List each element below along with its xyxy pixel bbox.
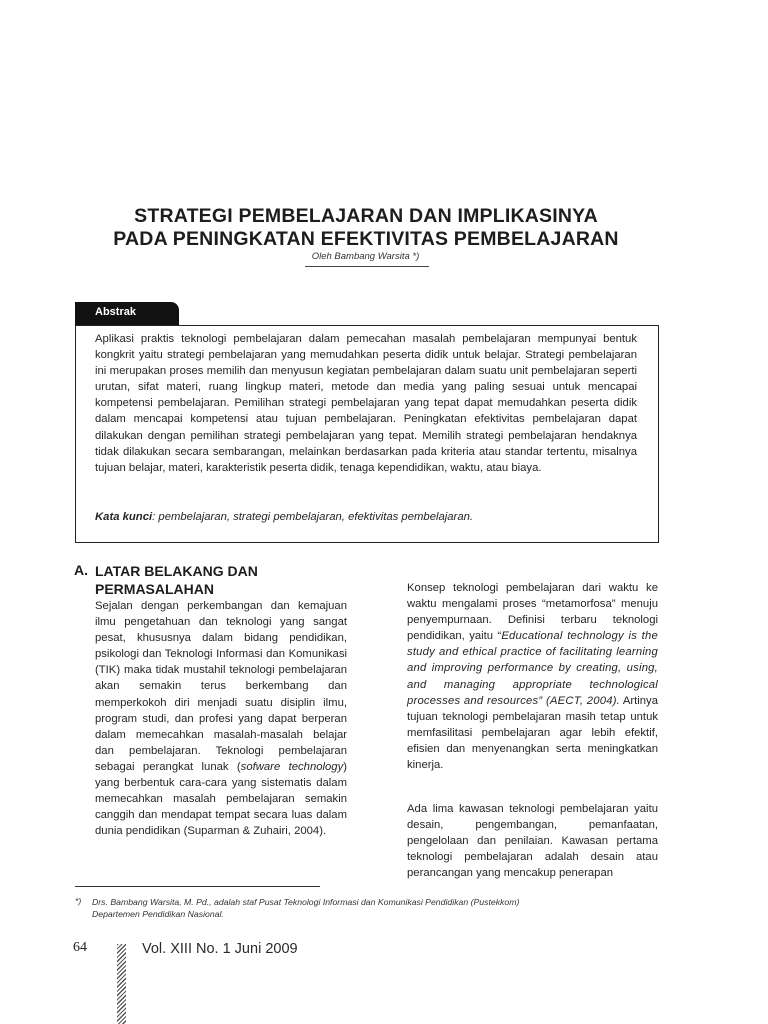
- footnote-line-2: Departemen Pendidikan Nasional.: [92, 909, 224, 919]
- page-number: 64: [73, 940, 87, 955]
- keywords-label: Kata kunci: [95, 511, 153, 523]
- abstract-text: Aplikasi praktis teknologi pembelajaran dalam pemecahan masalah pembelajaran mempunyai bentuk kongkrit yaitu strategi pembelajaran yang memudahkan peserta didik untuk belajar. Strategi pembelajaran ini merupakan proses memilih dan menyusun kegiatan pembelajaran dalam suatu unit pembelajaran seperti urutan, sifat materi, ruang lingkup materi, metode dan media yang paling sesuai untuk mencapai kompetensi pembelajaran. Pemilihan strategi pembelajaran yang tepat dapat memudahkan peserta didik dalam mencapai kompetensi atau tujuan pembelajaran. Peningkatan efektivitas pembelajaran dapat dilakukan dengan pemilihan strategi pembelajaran yang tepat. Memilih strategi pembelajaran hendaknya tidak dilakukan secara sembarangan, melainkan berdasarkan pada kriteria atau standar tertentu, misalnya tujuan belajar, materi, karakteristik peserta didik, tenaga kependidikan, waktu, atau biaya.: [95, 333, 637, 474]
- right-column-paragraph-2: Ada lima kawasan teknologi pembelajaran yaitu desain, pengembangan, pemanfaatan, pengelolaan dan penilaian. Kawasan pertama teknologi pembelajaran adalah desain atau perancangan yang mencakup penerapan: [407, 803, 658, 880]
- journal-volume: Vol. XIII No. 1 Juni 2009: [142, 941, 298, 957]
- left-paragraph-text-2: ) yang berbentuk cara-cara yang sistematis dalam memecahkan masalah pembelajaran semakin canggih dan mendapat tempat secara luas dalam dunia pendidikan (Suparman & Zuhairi, 2004).: [95, 760, 347, 838]
- keywords-text: : pembelajaran, strategi pembelajaran, efektivitas pembelajaran.: [152, 511, 474, 523]
- left-paragraph-text-1: Sejalan dengan perkembangan dan kemajuan ilmu pengetahuan dan teknologi yang sangat pesat, khususnya dalam bidang pendidikan, psikologi dan Teknologi Informasi dan Komunikasi (TIK) maka tidak mustahil teknologi pembelajaran akan semakin terus berkembang dan memperkokoh diri menjadi suatu disiplin ilmu, program studi, dan profesi yang dapat berperan dalam memecahkan masalah-masalah belajar dan pembelajaran. Teknologi pembelajaran sebagai perangkat lunak (: [95, 600, 347, 773]
- keywords: [95, 511, 637, 523]
- author-byline: Oleh Bambang Warsita *): [311, 251, 420, 262]
- author-underline: [305, 266, 429, 267]
- footnote-text: [92, 896, 652, 920]
- right-paragraph-text-1: Konsep teknologi pembelajaran dari waktu ke waktu mengalami proses “metamorfosa” menuju penyempurnaan. Definisi terbaru teknologi pendidikan, yaitu “: [407, 582, 658, 643]
- left-paragraph-italic-term: sofware technology: [240, 760, 344, 773]
- section-heading: LATAR BELAKANG DAN PERMASALAHAN: [95, 563, 258, 597]
- footnote-marker: *): [75, 896, 82, 906]
- paper-title-line-2: PADA PENINGKATAN EFEKTIVITAS PEMBELAJARAN: [113, 228, 619, 250]
- aect-definition-quote: Educational technology is the study and ethical practice of facilitating learning and improving performance by creating, using, and managing appropriate technological processes and resources” (AECT, 2004).: [407, 630, 658, 707]
- section-letter: A.: [74, 562, 88, 578]
- paper-title-line-1: STRATEGI PEMBELAJARAN DAN IMPLIKASINYA: [134, 205, 598, 227]
- abstract-label: Abstrak: [75, 302, 179, 326]
- right-paragraph-text-2: Artinya tujuan teknologi pembelajaran masih tetap untuk memfasilitasi pembelajaran agar lebih efektif, efisien dan menyenangkan serta meningkatkan kinerja.: [407, 694, 658, 772]
- right-column-paragraph-1: [407, 580, 658, 773]
- hatched-margin-bar: [117, 944, 126, 1024]
- footnote-line-1: Drs. Bambang Warsita, M. Pd., adalah staf Pusat Teknologi Informasi dan Komunikasi Pendidikan (Pustekkom): [92, 897, 520, 907]
- footnote-divider: [75, 886, 320, 887]
- left-column-paragraph: [95, 598, 347, 839]
